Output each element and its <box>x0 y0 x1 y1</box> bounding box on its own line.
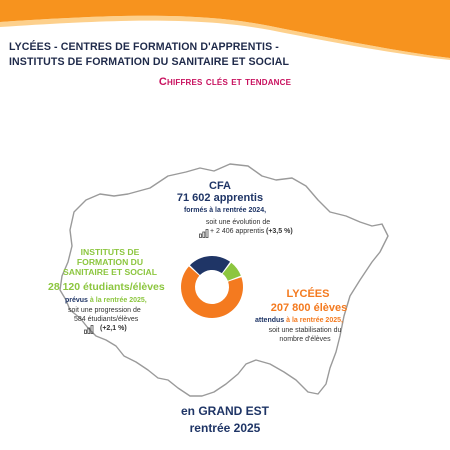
ifss-title-2: FORMATION DU <box>76 257 144 267</box>
lycees-count: 207 800 élèves <box>270 302 348 314</box>
cfa-evolution-pct: (+3,5 %) <box>266 228 293 235</box>
ifss-progression-label: soit une progression de <box>68 307 141 314</box>
ifss-title-1: INSTITUTS DE <box>80 247 140 257</box>
ifss-progression-value: 584 étudiants/élèves <box>74 316 139 323</box>
footer-line-2: rentrée 2025 <box>189 421 261 435</box>
lycees-note-prefix: attendus <box>255 317 285 324</box>
header-line-2: INSTITUTS DE FORMATION DU SANITAIRE ET SOCIAL <box>9 56 290 68</box>
cfa-evolution-label: soit une évolution de <box>205 219 271 226</box>
lycees-title: LYCÉES <box>286 288 330 300</box>
cfa-title: CFA <box>209 180 231 192</box>
subtitle: Chiffres clés et tendance <box>158 76 292 88</box>
header-line-1: LYCÉES - CENTRES DE FORMATION D'APPRENTIS - <box>9 41 279 53</box>
cfa-note: formés à la rentrée 2024, <box>183 207 267 214</box>
ifss-count: 28 120 étudiants/élèves <box>48 281 165 293</box>
ifss-progression-pct: (+2,1 %) <box>100 325 127 332</box>
lycees-stability-2: nombre d'élèves <box>279 336 331 343</box>
ifss-note-highlight: à la rentrée 2025, <box>89 297 147 304</box>
lycees-note-highlight: à la rentrée 2025, <box>286 317 343 324</box>
footer-line-1: en GRAND EST <box>180 404 269 418</box>
ifss-note-prefix: prévus <box>65 297 88 304</box>
cfa-count: 71 602 apprentis <box>176 192 264 204</box>
cfa-evolution-value: + 2 406 apprentis <box>210 228 265 235</box>
ifss-title-3: SANITAIRE ET SOCIAL <box>63 267 157 277</box>
lycees-stability-1: soit une stabilisation du <box>268 327 342 334</box>
